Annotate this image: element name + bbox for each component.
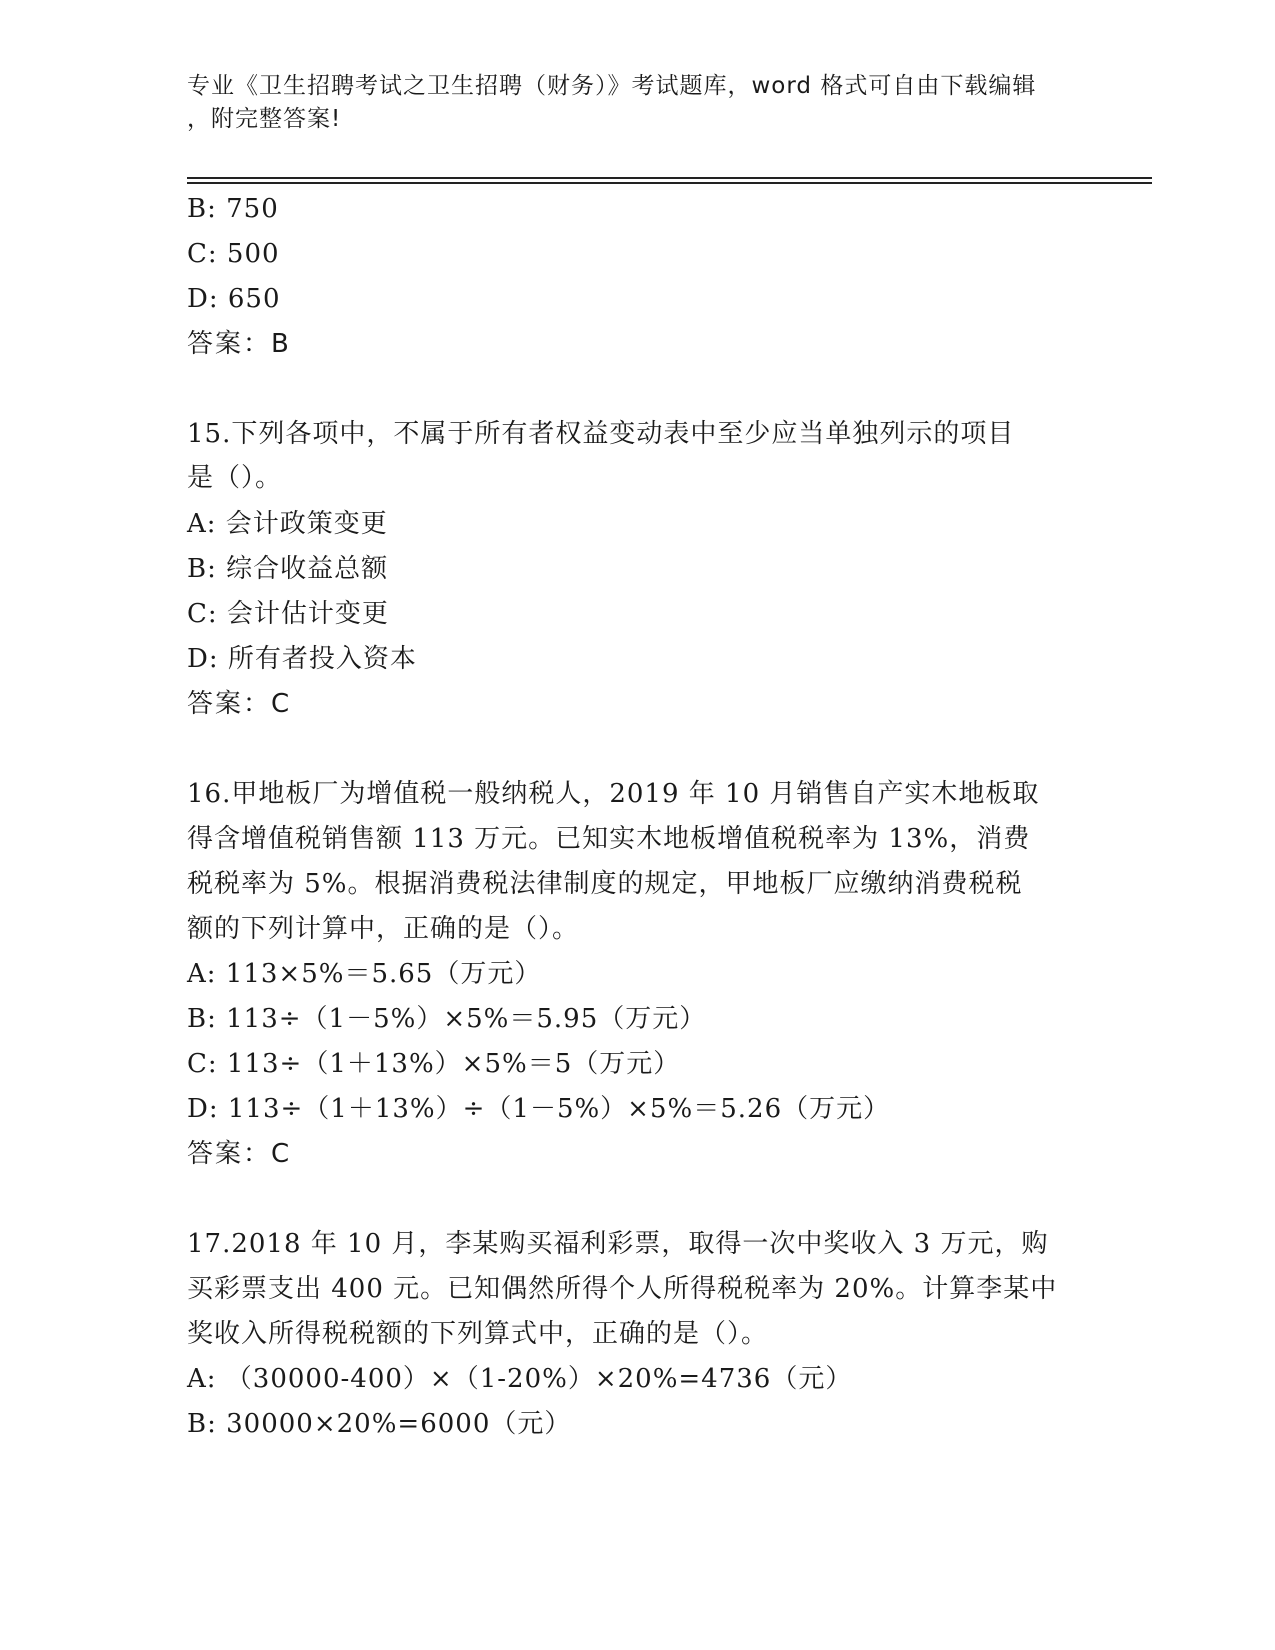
q16-option-a: A: 113×5%＝5.65（万元） xyxy=(187,959,542,989)
q15-option-b: B: 综合收益总额 xyxy=(187,554,389,584)
q15-stem-line-2: 是（）。 xyxy=(187,463,283,493)
q16-option-b: B: 113÷（1－5%）×5%＝5.95（万元） xyxy=(187,1004,707,1034)
q16-stem-line-4: 额的下列计算中，正确的是（）。 xyxy=(187,914,580,944)
q16-stem-line-1: 16.甲地板厂为增值税一般纳税人，2019 年 10 月销售自产实木地板取 xyxy=(187,779,1040,809)
q17-stem-line-2: 买彩票支出 400 元。已知偶然所得个人所得税税率为 20%。计算李某中 xyxy=(187,1274,1058,1304)
q16-option-c: C: 113÷（1＋13%）×5%＝5（万元） xyxy=(187,1049,681,1079)
q17-stem-line-3: 奖收入所得税税额的下列算式中，正确的是（）。 xyxy=(187,1319,769,1349)
q15-option-d: D: 所有者投入资本 xyxy=(187,644,417,674)
q16-stem-line-3: 税税率为 5%。根据消费税法律制度的规定，甲地板厂应缴纳消费税税 xyxy=(187,869,1023,899)
q17-option-a: A: （30000-400）×（1-20%）×20%=4736（元） xyxy=(187,1364,853,1394)
q15-stem-line-1: 15.下列各项中，不属于所有者权益变动表中至少应当单独列示的项目 xyxy=(187,419,1015,449)
header-divider-top xyxy=(187,177,1152,179)
header-line-1: 专业《卫生招聘考试之卫生招聘（财务）》考试题库，word 格式可自由下载编辑 xyxy=(187,73,1037,99)
q16-answer: 答案：C xyxy=(187,1139,292,1169)
q14-answer: 答案：B xyxy=(187,329,291,359)
q15-option-c: C: 会计估计变更 xyxy=(187,599,389,629)
q16-stem-line-2: 得含增值税销售额 113 万元。已知实木地板增值税税率为 13%，消费 xyxy=(187,824,1031,854)
header-divider-bottom xyxy=(187,182,1152,184)
q17-option-b: B: 30000×20%=6000（元） xyxy=(187,1409,572,1439)
q14-option-c: C: 500 xyxy=(187,239,280,269)
q17-stem-line-1: 17.2018 年 10 月，李某购买福利彩票，取得一次中奖收入 3 万元，购 xyxy=(187,1229,1049,1259)
header-line-2: ，附完整答案! xyxy=(187,106,342,132)
q15-answer: 答案：C xyxy=(187,689,292,719)
q14-option-d: D: 650 xyxy=(187,284,281,314)
q16-option-d: D: 113÷（1＋13%）÷（1－5%）×5%＝5.26（万元） xyxy=(187,1094,891,1124)
q15-option-a: A: 会计政策变更 xyxy=(187,509,388,539)
q14-option-b: B: 750 xyxy=(187,194,279,224)
document-header xyxy=(187,70,1087,136)
